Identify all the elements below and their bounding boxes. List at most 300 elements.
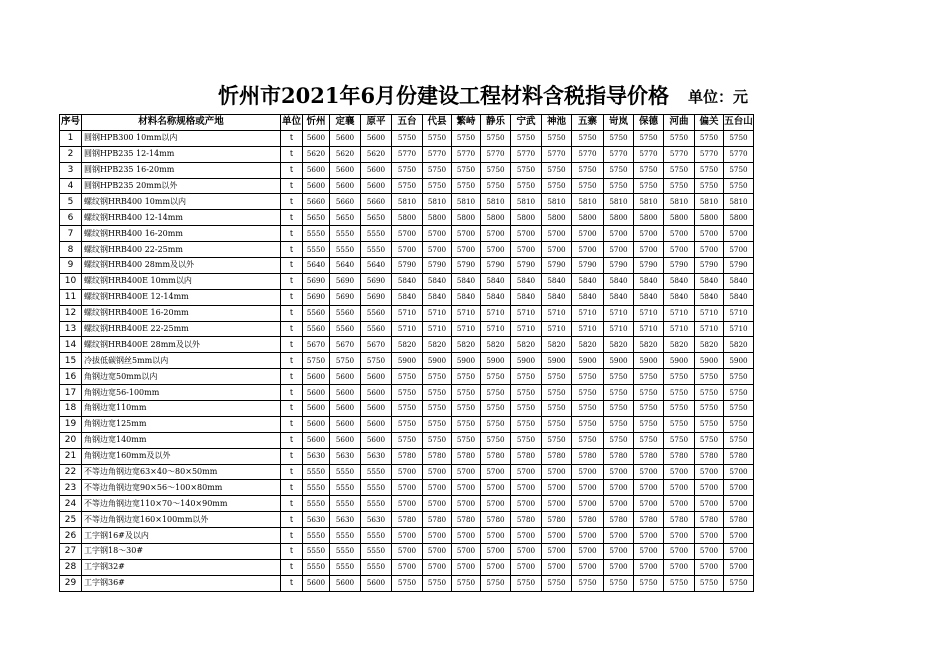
price-cell: 5700 [481, 559, 511, 575]
price-cell: 5750 [724, 401, 754, 417]
unit-cell: t [281, 162, 303, 178]
row-number: 6 [60, 210, 82, 226]
price-cell: 5750 [423, 130, 452, 146]
material-name: 角钢边宽50mm以内 [82, 369, 281, 385]
table-header-row [60, 115, 754, 131]
price-cell: 5700 [511, 559, 542, 575]
price-cell: 5750 [634, 416, 664, 432]
price-cell: 5700 [423, 242, 452, 258]
material-name: 圆钢HPB300 10mm以内 [82, 130, 281, 146]
price-cell: 5840 [634, 289, 664, 305]
price-cell: 5700 [695, 559, 724, 575]
row-number: 11 [60, 289, 82, 305]
price-cell: 5750 [695, 385, 724, 401]
price-cell: 5620 [361, 146, 392, 162]
price-cell: 5750 [695, 416, 724, 432]
price-cell: 5840 [634, 273, 664, 289]
price-cell: 5820 [634, 337, 664, 353]
unit-cell: t [281, 369, 303, 385]
price-cell: 5700 [452, 242, 481, 258]
material-name: 角钢边宽140mm [82, 432, 281, 448]
price-cell: 5900 [695, 353, 724, 369]
price-cell: 5600 [330, 130, 361, 146]
price-cell: 5840 [452, 289, 481, 305]
price-cell: 5700 [724, 480, 754, 496]
material-name: 冷拔低碳钢丝5mm以内 [82, 353, 281, 369]
price-cell: 5810 [511, 194, 542, 210]
price-cell: 5780 [724, 448, 754, 464]
price-cell: 5600 [330, 385, 361, 401]
price-cell: 5700 [695, 242, 724, 258]
price-cell: 5750 [604, 130, 634, 146]
price-cell: 5840 [511, 289, 542, 305]
material-name: 螺纹钢HRB400 12-14mm [82, 210, 281, 226]
price-cell: 5710 [724, 305, 754, 321]
price-cell: 5750 [452, 369, 481, 385]
price-cell: 5750 [392, 416, 423, 432]
price-cell: 5750 [634, 130, 664, 146]
price-cell: 5800 [634, 210, 664, 226]
price-cell: 5710 [452, 321, 481, 337]
material-name: 角钢边宽160mm及以外 [82, 448, 281, 464]
price-cell: 5900 [572, 353, 604, 369]
price-cell: 5600 [303, 401, 330, 417]
price-cell: 5750 [511, 162, 542, 178]
price-cell: 5750 [695, 162, 724, 178]
price-cell: 5670 [303, 337, 330, 353]
price-cell: 5650 [361, 210, 392, 226]
price-cell: 5690 [361, 289, 392, 305]
material-name: 角钢边宽110mm [82, 401, 281, 417]
price-cell: 5780 [664, 512, 695, 528]
price-cell: 5710 [542, 321, 572, 337]
price-cell: 5900 [542, 353, 572, 369]
price-cell: 5700 [664, 226, 695, 242]
price-cell: 5600 [330, 162, 361, 178]
price-cell: 5750 [634, 401, 664, 417]
price-cell: 5750 [452, 162, 481, 178]
table-row [60, 512, 754, 528]
price-cell: 5750 [634, 385, 664, 401]
price-cell: 5750 [511, 575, 542, 591]
price-cell: 5600 [303, 575, 330, 591]
price-cell: 5780 [542, 512, 572, 528]
price-cell: 5900 [481, 353, 511, 369]
price-cell: 5750 [511, 178, 542, 194]
table-row [60, 258, 754, 274]
material-name: 螺纹钢HRB400 22-25mm [82, 242, 281, 258]
price-cell: 5700 [511, 464, 542, 480]
price-cell: 5750 [664, 432, 695, 448]
price-cell: 5710 [511, 305, 542, 321]
price-cell: 5700 [634, 544, 664, 560]
row-number: 19 [60, 416, 82, 432]
price-cell: 5600 [361, 401, 392, 417]
price-cell: 5550 [303, 528, 330, 544]
price-cell: 5750 [511, 369, 542, 385]
column-header: 五台 [392, 115, 423, 131]
price-cell: 5630 [361, 512, 392, 528]
price-cell: 5700 [542, 226, 572, 242]
price-cell: 5750 [452, 130, 481, 146]
price-cell: 5550 [361, 242, 392, 258]
price-cell: 5550 [361, 226, 392, 242]
material-name: 工字钢32# [82, 559, 281, 575]
price-cell: 5750 [724, 369, 754, 385]
price-cell: 5750 [695, 575, 724, 591]
price-cell: 5780 [572, 512, 604, 528]
price-cell: 5770 [634, 146, 664, 162]
price-cell: 5550 [330, 464, 361, 480]
price-cell: 5750 [604, 575, 634, 591]
price-cell: 5750 [361, 353, 392, 369]
table-row [60, 369, 754, 385]
price-cell: 5750 [695, 401, 724, 417]
material-name: 工字钢36# [82, 575, 281, 591]
price-cell: 5750 [604, 369, 634, 385]
price-cell: 5700 [724, 464, 754, 480]
price-cell: 5700 [542, 464, 572, 480]
price-cell: 5780 [634, 512, 664, 528]
price-cell: 5770 [695, 146, 724, 162]
price-cell: 5600 [361, 575, 392, 591]
price-cell: 5700 [423, 480, 452, 496]
price-cell: 5750 [423, 401, 452, 417]
price-cell: 5710 [542, 305, 572, 321]
column-header: 材料名称规格或产地 [82, 115, 281, 131]
price-cell: 5650 [303, 210, 330, 226]
price-cell: 5900 [604, 353, 634, 369]
table-row [60, 146, 754, 162]
price-cell: 5700 [724, 496, 754, 512]
price-cell: 5690 [303, 289, 330, 305]
price-cell: 5750 [423, 369, 452, 385]
price-cell: 5600 [303, 432, 330, 448]
price-cell: 5710 [572, 305, 604, 321]
price-cell: 5630 [303, 448, 330, 464]
price-cell: 5700 [664, 528, 695, 544]
price-cell: 5750 [452, 401, 481, 417]
price-cell: 5620 [303, 146, 330, 162]
price-cell: 5790 [452, 258, 481, 274]
table-row [60, 416, 754, 432]
row-number: 2 [60, 146, 82, 162]
price-cell: 5710 [481, 305, 511, 321]
price-cell: 5750 [724, 432, 754, 448]
price-cell: 5780 [724, 512, 754, 528]
price-cell: 5700 [664, 559, 695, 575]
price-cell: 5790 [634, 258, 664, 274]
price-cell: 5700 [452, 544, 481, 560]
price-cell: 5560 [330, 305, 361, 321]
price-cell: 5900 [511, 353, 542, 369]
price-cell: 5750 [572, 432, 604, 448]
material-name: 螺纹钢HRB400E 16-20mm [82, 305, 281, 321]
table-row [60, 480, 754, 496]
column-header: 繁峙 [452, 115, 481, 131]
price-cell: 5750 [303, 353, 330, 369]
price-cell: 5750 [572, 130, 604, 146]
price-cell: 5700 [481, 544, 511, 560]
price-cell: 5700 [604, 528, 634, 544]
price-cell: 5750 [481, 369, 511, 385]
price-cell: 5780 [511, 448, 542, 464]
price-cell: 5750 [664, 575, 695, 591]
price-cell: 5800 [511, 210, 542, 226]
price-cell: 5600 [330, 432, 361, 448]
price-cell: 5690 [303, 273, 330, 289]
price-cell: 5750 [542, 130, 572, 146]
price-cell: 5710 [724, 321, 754, 337]
price-cell: 5750 [542, 178, 572, 194]
price-cell: 5700 [572, 496, 604, 512]
row-number: 4 [60, 178, 82, 194]
price-cell: 5820 [392, 337, 423, 353]
price-cell: 5820 [695, 337, 724, 353]
price-cell: 5840 [452, 273, 481, 289]
price-cell: 5670 [361, 337, 392, 353]
price-cell: 5700 [724, 226, 754, 242]
table-row [60, 242, 754, 258]
table-row [60, 273, 754, 289]
price-cell: 5780 [695, 448, 724, 464]
price-cell: 5750 [572, 416, 604, 432]
price-cell: 5710 [664, 305, 695, 321]
price-cell: 5750 [604, 385, 634, 401]
price-cell: 5700 [572, 528, 604, 544]
price-cell: 5900 [423, 353, 452, 369]
price-cell: 5750 [481, 432, 511, 448]
price-cell: 5710 [392, 321, 423, 337]
price-cell: 5750 [724, 416, 754, 432]
price-cell: 5550 [303, 559, 330, 575]
page-title: 忻州市2021年6月份建设工程材料含税指导价格 [218, 83, 670, 108]
price-cell: 5820 [542, 337, 572, 353]
price-cell: 5750 [330, 353, 361, 369]
price-cell: 5630 [330, 448, 361, 464]
row-number: 7 [60, 226, 82, 242]
price-cell: 5700 [604, 242, 634, 258]
price-cell: 5750 [511, 385, 542, 401]
price-cell: 5550 [330, 496, 361, 512]
price-cell: 5750 [572, 178, 604, 194]
price-cell: 5700 [392, 242, 423, 258]
price-cell: 5600 [330, 416, 361, 432]
price-cell: 5690 [330, 273, 361, 289]
price-cell: 5750 [481, 385, 511, 401]
table-row [60, 401, 754, 417]
price-cell: 5750 [542, 432, 572, 448]
price-cell: 5600 [303, 385, 330, 401]
price-cell: 5700 [695, 480, 724, 496]
unit-cell: t [281, 242, 303, 258]
price-cell: 5800 [664, 210, 695, 226]
price-cell: 5810 [423, 194, 452, 210]
price-cell: 5770 [724, 146, 754, 162]
table-row [60, 432, 754, 448]
price-cell: 5700 [604, 544, 634, 560]
price-cell: 5560 [330, 321, 361, 337]
price-cell: 5750 [634, 432, 664, 448]
price-cell: 5790 [542, 258, 572, 274]
price-cell: 5700 [572, 242, 604, 258]
table-row [60, 559, 754, 575]
price-cell: 5750 [392, 369, 423, 385]
price-cell: 5710 [695, 321, 724, 337]
column-header: 偏关 [695, 115, 724, 131]
row-number: 1 [60, 130, 82, 146]
price-cell: 5700 [724, 242, 754, 258]
price-cell: 5840 [481, 273, 511, 289]
table-row [60, 575, 754, 591]
unit-cell: t [281, 353, 303, 369]
price-cell: 5700 [572, 480, 604, 496]
unit-cell: t [281, 432, 303, 448]
price-cell: 5790 [695, 258, 724, 274]
table-row [60, 162, 754, 178]
price-cell: 5550 [303, 496, 330, 512]
price-cell: 5700 [452, 528, 481, 544]
price-cell: 5690 [361, 273, 392, 289]
price-cell: 5750 [634, 178, 664, 194]
price-cell: 5700 [572, 464, 604, 480]
price-cell: 5780 [604, 512, 634, 528]
price-cell: 5700 [542, 559, 572, 575]
material-name: 螺纹钢HRB400E 28mm及以外 [82, 337, 281, 353]
price-cell: 5700 [542, 496, 572, 512]
price-cell: 5550 [303, 480, 330, 496]
table-row [60, 210, 754, 226]
price-cell: 5750 [452, 385, 481, 401]
price-cell: 5630 [361, 448, 392, 464]
price-cell: 5790 [664, 258, 695, 274]
price-cell: 5710 [604, 305, 634, 321]
price-cell: 5700 [452, 464, 481, 480]
price-cell: 5750 [572, 369, 604, 385]
row-number: 15 [60, 353, 82, 369]
price-cell: 5700 [634, 226, 664, 242]
price-cell: 5900 [664, 353, 695, 369]
column-header: 序号 [60, 115, 82, 131]
price-cell: 5750 [481, 130, 511, 146]
price-cell: 5710 [511, 321, 542, 337]
price-cell: 5750 [724, 178, 754, 194]
price-cell: 5800 [604, 210, 634, 226]
row-number: 18 [60, 401, 82, 417]
price-cell: 5700 [604, 480, 634, 496]
price-cell: 5700 [481, 496, 511, 512]
price-cell: 5700 [392, 528, 423, 544]
price-cell: 5700 [695, 528, 724, 544]
price-cell: 5700 [423, 464, 452, 480]
price-cell: 5840 [423, 289, 452, 305]
price-cell: 5750 [542, 162, 572, 178]
price-cell: 5790 [481, 258, 511, 274]
price-cell: 5600 [361, 130, 392, 146]
price-cell: 5820 [452, 337, 481, 353]
price-cell: 5700 [481, 528, 511, 544]
price-cell: 5840 [695, 273, 724, 289]
price-cell: 5800 [392, 210, 423, 226]
price-cell: 5900 [724, 353, 754, 369]
price-cell: 5700 [511, 528, 542, 544]
price-cell: 5660 [303, 194, 330, 210]
price-cell: 5550 [303, 544, 330, 560]
price-cell: 5700 [423, 226, 452, 242]
price-cell: 5640 [361, 258, 392, 274]
price-cell: 5770 [392, 146, 423, 162]
price-cell: 5700 [481, 480, 511, 496]
price-cell: 5810 [452, 194, 481, 210]
price-cell: 5560 [303, 305, 330, 321]
price-cell: 5800 [423, 210, 452, 226]
price-cell: 5750 [392, 575, 423, 591]
price-cell: 5780 [481, 512, 511, 528]
price-cell: 5550 [330, 242, 361, 258]
price-cell: 5550 [330, 544, 361, 560]
price-cell: 5620 [330, 146, 361, 162]
row-number: 16 [60, 369, 82, 385]
row-number: 23 [60, 480, 82, 496]
unit-cell: t [281, 210, 303, 226]
price-cell: 5840 [664, 273, 695, 289]
price-cell: 5770 [423, 146, 452, 162]
unit-cell: t [281, 401, 303, 417]
price-cell: 5750 [634, 162, 664, 178]
price-cell: 5600 [330, 575, 361, 591]
row-number: 17 [60, 385, 82, 401]
price-cell: 5780 [634, 448, 664, 464]
price-cell: 5750 [542, 416, 572, 432]
price-cell: 5600 [361, 385, 392, 401]
price-cell: 5700 [664, 464, 695, 480]
price-cell: 5600 [361, 369, 392, 385]
column-header: 定襄 [330, 115, 361, 131]
price-cell: 5810 [572, 194, 604, 210]
price-cell: 5700 [392, 226, 423, 242]
price-cell: 5750 [392, 432, 423, 448]
material-name: 螺纹钢HRB400 28mm及以外 [82, 258, 281, 274]
column-header: 忻州 [303, 115, 330, 131]
price-cell: 5700 [542, 544, 572, 560]
price-cell: 5750 [481, 575, 511, 591]
table-row [60, 528, 754, 544]
material-name: 不等边角钢边宽63×40～80×50mm [82, 464, 281, 480]
unit-cell: t [281, 496, 303, 512]
price-cell: 5750 [452, 416, 481, 432]
table-row [60, 289, 754, 305]
price-cell: 5700 [634, 528, 664, 544]
price-cell: 5660 [330, 194, 361, 210]
price-cell: 5700 [604, 559, 634, 575]
price-cell: 5700 [695, 496, 724, 512]
column-header: 五寨 [572, 115, 604, 131]
price-cell: 5780 [392, 448, 423, 464]
price-cell: 5550 [361, 464, 392, 480]
material-name: 工字钢18～30# [82, 544, 281, 560]
price-cell: 5770 [481, 146, 511, 162]
price-cell: 5810 [392, 194, 423, 210]
row-number: 28 [60, 559, 82, 575]
price-cell: 5700 [542, 242, 572, 258]
price-cell: 5810 [724, 194, 754, 210]
table-row [60, 305, 754, 321]
price-cell: 5800 [542, 210, 572, 226]
material-name: 螺纹钢HRB400 10mm以内 [82, 194, 281, 210]
price-cell: 5710 [481, 321, 511, 337]
price-cell: 5700 [695, 226, 724, 242]
price-cell: 5700 [664, 496, 695, 512]
